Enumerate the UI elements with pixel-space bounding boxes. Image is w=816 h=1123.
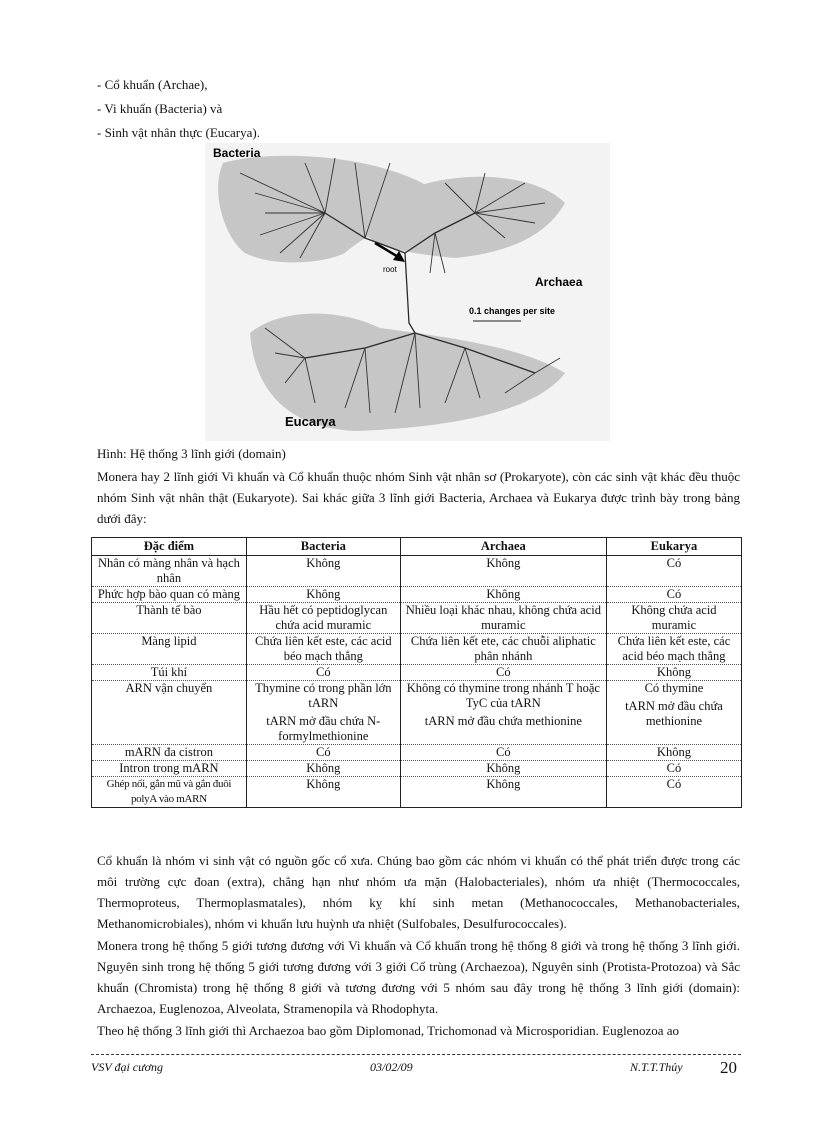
table-cell: Có bbox=[606, 556, 741, 587]
paragraph-monera: Monera trong hệ thống 5 giới tương đương với Vi khuẩn và Cổ khuẩn trong hệ thống 8 giới và trong hệ thống 3 lĩnh giới. Nguyên sinh trong hệ thống 5 giới tương đương với 3 giới Cổ trùng (Archaezoa), Nguyên sinh (Protista-Protozoa) và Sắc khuẩn (Chromista) trong hệ thống 8 giới và tương đương với 5 nhóm sau đây trong hệ thống 3 lĩnh giới (domain): Archaezoa, Euglenozoa, Alveolata, Stramenopila và Rhodophyta. bbox=[97, 938, 740, 1016]
table-cell: Không bbox=[246, 587, 400, 603]
table-row bbox=[92, 761, 742, 777]
figure-caption: Hình: Hệ thống 3 lĩnh giới (domain) bbox=[97, 446, 286, 461]
table-cell: Không bbox=[400, 777, 606, 808]
phylogenetic-tree-figure bbox=[205, 143, 610, 441]
table-cell: Không bbox=[246, 556, 400, 587]
table-cell: Không bbox=[400, 761, 606, 777]
footer-course: VSV đại cương bbox=[91, 1060, 164, 1074]
list-item-bacteria: - Vi khuẩn (Bacteria) và bbox=[97, 101, 223, 116]
table-cell: Không chứa acid muramic bbox=[606, 603, 741, 634]
table-row bbox=[92, 556, 742, 587]
table-cell: Có bbox=[606, 761, 741, 777]
footer-author: N.T.T.Thủy bbox=[630, 1060, 683, 1074]
table-cell: Màng lipid bbox=[92, 634, 247, 665]
phylogenetic-tree-diagram bbox=[205, 143, 610, 441]
table-cell: ARN vận chuyển bbox=[92, 681, 247, 745]
table-cell: Nhiều loại khác nhau, không chứa acid muramic bbox=[400, 603, 606, 634]
footer-divider bbox=[91, 1054, 741, 1055]
table-cell: Ghép nối, gắn mũ và gắn đuôi polyA vào mARN bbox=[92, 777, 247, 808]
col-header-bacteria: Bacteria bbox=[246, 538, 400, 556]
table-cell-text: tARN mở đầu chứa methionine bbox=[625, 699, 723, 728]
table-cell bbox=[246, 681, 400, 745]
table-cell-text: tARN mở đầu chứa N-formylmethionine bbox=[266, 714, 381, 743]
col-header-archaea: Archaea bbox=[400, 538, 606, 556]
table-cell: Có bbox=[246, 665, 400, 681]
label-root: root bbox=[383, 265, 397, 274]
label-bacteria: Bacteria bbox=[213, 146, 261, 160]
table-row bbox=[92, 603, 742, 634]
table-cell: Không bbox=[400, 556, 606, 587]
table-cell: Không bbox=[606, 745, 741, 761]
table-cell: Có bbox=[606, 587, 741, 603]
table-cell: Có bbox=[246, 745, 400, 761]
comparison-table bbox=[91, 537, 742, 808]
list-item-archae: - Cổ khuẩn (Archae), bbox=[97, 77, 208, 92]
table-cell: Phức hợp bào quan có màng bbox=[92, 587, 247, 603]
col-header-eukarya: Eukarya bbox=[606, 538, 741, 556]
list-item-eucarya: - Sinh vật nhân thực (Eucarya). bbox=[97, 125, 260, 140]
table-cell: Túi khí bbox=[92, 665, 247, 681]
label-archaea: Archaea bbox=[535, 275, 583, 289]
label-scale: 0.1 changes per site bbox=[469, 306, 556, 316]
table-cell: Có bbox=[400, 665, 606, 681]
table-cell: Không bbox=[246, 777, 400, 808]
table-cell: Hầu hết có peptidoglycan chứa acid muramic bbox=[246, 603, 400, 634]
table-header-row bbox=[92, 538, 742, 556]
table-cell bbox=[606, 681, 741, 745]
table-cell-text: Thymine có trong phần lớn tARN bbox=[255, 681, 392, 710]
page-number: 20 bbox=[720, 1058, 737, 1077]
table-row bbox=[92, 665, 742, 681]
paragraph-archaezoa: Theo hệ thống 3 lĩnh giới thì Archaezoa bao gồm Diplomonad, Trichomonad và Microsporidian. Euglenozoa ao bbox=[97, 1023, 680, 1038]
paragraph-archaea: Cổ khuẩn là nhóm vi sinh vật có nguồn gốc cổ xưa. Chúng bao gồm các nhóm vi khuẩn có thể phát triển được trong các môi trường cực đoan (extra), chẳng hạn như nhóm ưa mặn (Halobacteriales), nhóm ưa nhiệt (Thermococcales, Thermoproteus, Thermoplasmatales), nhóm kỵ khí sinh metan (Methanococcales, Methanobacteriales, Methanomicrobiales), nhóm vi khuẩn lưu huỳnh ưa nhiệt (Sulfobales, Desulfurococcales). bbox=[97, 853, 740, 931]
footer-date: 03/02/09 bbox=[370, 1060, 413, 1074]
table-cell: mARN đa cistron bbox=[92, 745, 247, 761]
table-cell: Không bbox=[606, 665, 741, 681]
table-row bbox=[92, 745, 742, 761]
col-header-feature: Đặc điểm bbox=[92, 538, 247, 556]
table-row bbox=[92, 587, 742, 603]
table-row bbox=[92, 634, 742, 665]
table-cell: Chứa liên kết ete, các chuỗi aliphatic phân nhánh bbox=[400, 634, 606, 665]
table-cell: Không bbox=[246, 761, 400, 777]
table-cell: Có bbox=[606, 777, 741, 808]
table-cell: Intron trong mARN bbox=[92, 761, 247, 777]
table-cell-text: tARN mở đầu chứa methionine bbox=[424, 714, 582, 728]
table-cell: Chứa liên kết este, các acid béo mạch thẳng bbox=[606, 634, 741, 665]
table-cell: Không bbox=[400, 587, 606, 603]
table-cell-text: Có thymine bbox=[644, 681, 704, 695]
label-eucarya: Eucarya bbox=[285, 414, 336, 429]
table-row bbox=[92, 681, 742, 745]
table-cell: Chứa liên kết este, các acid béo mạch thẳng bbox=[246, 634, 400, 665]
table-cell: Thành tế bào bbox=[92, 603, 247, 634]
table-cell: Có bbox=[400, 745, 606, 761]
table-cell bbox=[400, 681, 606, 745]
paragraph-intro: Monera hay 2 lĩnh giới Vi khuẩn và Cổ khuẩn thuộc nhóm Sinh vật nhân sơ (Prokaryote), còn các sinh vật khác đều thuộc nhóm Sinh vật nhân thật (Eukaryote). Sai khác giữa 3 lĩnh giới Bacteria, Archaea và Eukarya được trình bày trong bảng dưới đây: bbox=[97, 469, 740, 526]
table-cell: Nhân có màng nhân và hạch nhân bbox=[92, 556, 247, 587]
table-cell-text: Không có thymine trong nhánh T hoặc TyC của tARN bbox=[406, 681, 600, 710]
table-row bbox=[92, 777, 742, 808]
